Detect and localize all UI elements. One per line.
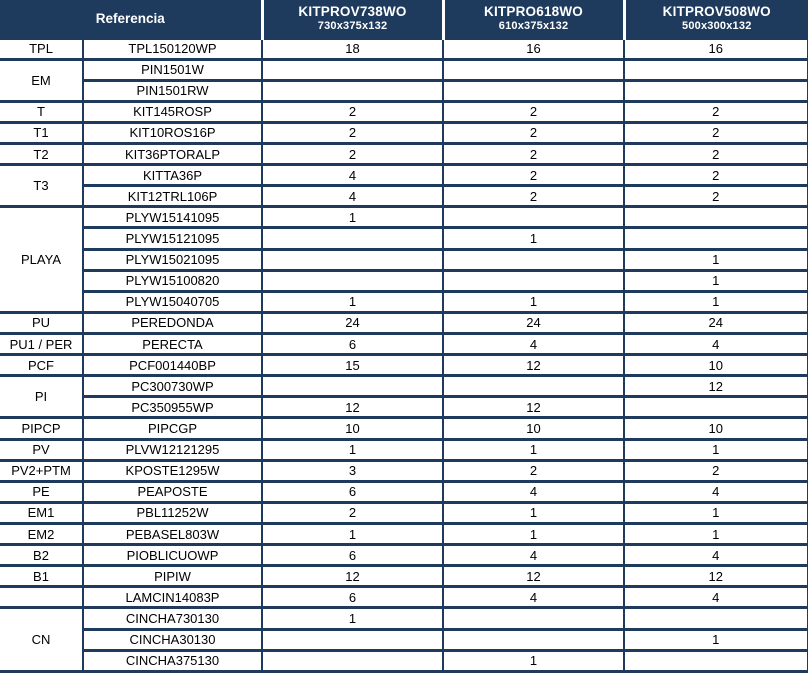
table-row [0,228,808,249]
quantity-cell: 1 [624,291,808,312]
quantity-cell: 1 [262,291,443,312]
quantity-cell [262,270,443,291]
quantity-cell [262,80,443,101]
quantity-cell [624,80,808,101]
quantity-cell: 18 [262,38,443,59]
quantity-cell: 2 [624,186,808,207]
quantity-cell: 12 [624,376,808,397]
reference-cell: PLYW15121095 [83,228,262,249]
reference-cell: PIPCGP [83,418,262,439]
quantity-cell: 1 [262,524,443,545]
category-cell: T3 [0,165,83,207]
quantity-cell [624,397,808,418]
table-row [0,207,808,228]
reference-cell: PEREDONDA [83,312,262,333]
quantity-cell [262,249,443,270]
category-cell: PU [0,312,83,333]
quantity-cell [262,59,443,80]
referencia-label: Referencia [95,10,165,26]
table-row [0,502,808,523]
table-row [0,587,808,608]
quantity-cell: 1 [443,439,624,460]
reference-cell: PIN1501RW [83,80,262,101]
reference-cell: PEBASEL803W [83,524,262,545]
quantity-cell: 4 [443,334,624,355]
category-cell: EM2 [0,524,83,545]
table-row [0,312,808,333]
quantity-cell: 3 [262,460,443,481]
category-cell: PI [0,376,83,418]
quantity-cell: 10 [624,418,808,439]
quantity-cell: 2 [443,165,624,186]
reference-cell: PCF001440BP [83,355,262,376]
quantity-cell: 2 [624,460,808,481]
category-cell: B2 [0,545,83,566]
quantity-cell: 4 [624,334,808,355]
quantity-cell [262,629,443,650]
quantity-cell [443,249,624,270]
quantity-cell [443,207,624,228]
quantity-cell: 2 [443,101,624,122]
quantity-cell: 1 [262,439,443,460]
table-row [0,355,808,376]
reference-cell: PLYW15141095 [83,207,262,228]
quantity-cell: 2 [624,144,808,165]
quantity-cell: 12 [443,566,624,587]
product-name: KITPRO618WO [484,4,583,20]
quantity-cell: 16 [443,38,624,59]
category-cell: PIPCP [0,418,83,439]
category-cell: CN [0,608,83,672]
quantity-cell: 4 [624,545,808,566]
quantity-cell [443,270,624,291]
quantity-cell: 1 [262,207,443,228]
quantity-cell: 1 [624,629,808,650]
category-cell: T [0,101,83,122]
reference-cell: PERECTA [83,334,262,355]
quantity-cell [443,608,624,629]
product-size: 610x375x132 [498,20,569,33]
table-row [0,38,808,59]
reference-cell: PC300730WP [83,376,262,397]
quantity-cell: 10 [624,355,808,376]
category-cell: T2 [0,144,83,165]
table-row [0,439,808,460]
table-row [0,650,808,671]
quantity-cell: 6 [262,587,443,608]
quantity-cell: 2 [262,122,443,143]
quantity-cell: 1 [443,228,624,249]
table-row [0,460,808,481]
quantity-cell: 2 [443,186,624,207]
table-row [0,418,808,439]
category-cell: B1 [0,566,83,587]
quantity-cell: 2 [443,460,624,481]
quantity-cell: 2 [262,502,443,523]
table-row [0,122,808,143]
reference-cell: PIOBLICUOWP [83,545,262,566]
quantity-cell: 2 [443,122,624,143]
reference-cell: PBL11252W [83,502,262,523]
quantity-cell: 1 [624,502,808,523]
table-row [0,165,808,186]
quantity-cell [624,228,808,249]
quantity-cell [262,650,443,671]
quantity-cell [624,207,808,228]
category-cell: PV [0,439,83,460]
quantity-cell [443,629,624,650]
reference-cell: LAMCIN14083P [83,587,262,608]
quantity-cell: 4 [624,481,808,502]
table-row [0,249,808,270]
reference-cell: KIT12TRL106P [83,186,262,207]
table-row [0,59,808,80]
category-cell: EM1 [0,502,83,523]
product-header-kitprov508wo [624,0,808,38]
quantity-cell [262,228,443,249]
quantity-cell: 4 [624,587,808,608]
category-cell: PLAYA [0,207,83,313]
quantity-cell: 2 [262,144,443,165]
quantity-cell: 1 [624,439,808,460]
quantity-cell: 1 [443,524,624,545]
quantity-cell: 4 [262,186,443,207]
reference-cell: KPOSTE1295W [83,460,262,481]
quantity-cell: 24 [624,312,808,333]
table-row [0,144,808,165]
quantity-cell: 1 [443,502,624,523]
reference-cell: CINCHA375130 [83,650,262,671]
quantity-cell: 12 [262,566,443,587]
table-row [0,334,808,355]
quantity-cell: 12 [443,397,624,418]
product-size: 500x300x132 [682,20,752,33]
table-row [0,629,808,650]
quantity-cell: 2 [262,101,443,122]
quantity-cell: 15 [262,355,443,376]
reference-cell: KIT36PTORALP [83,144,262,165]
quantity-cell: 1 [624,524,808,545]
quantity-cell [262,376,443,397]
reference-cell: PIPIW [83,566,262,587]
quantity-cell: 2 [624,165,808,186]
quantity-cell: 4 [262,165,443,186]
table-row [0,270,808,291]
quantity-cell: 6 [262,545,443,566]
table-row [0,545,808,566]
table-header [0,0,808,38]
category-cell: T1 [0,122,83,143]
quantity-cell [624,650,808,671]
table-row [0,186,808,207]
product-header-kitprov738wo [262,0,443,38]
quantity-cell: 4 [443,587,624,608]
quantity-cell: 10 [262,418,443,439]
product-name: KITPROV738WO [298,4,407,20]
quantity-cell: 1 [443,291,624,312]
table-row [0,101,808,122]
table-row [0,608,808,629]
table-row [0,376,808,397]
reference-cell: PEAPOSTE [83,481,262,502]
table-row [0,566,808,587]
category-cell: PV2+PTM [0,460,83,481]
quantity-cell [443,376,624,397]
quantity-cell: 2 [624,122,808,143]
category-cell: PU1 / PER [0,334,83,355]
quantity-cell [624,608,808,629]
table-row [0,291,808,312]
reference-cell: PC350955WP [83,397,262,418]
quantity-cell: 1 [262,608,443,629]
quantity-cell: 4 [443,481,624,502]
reference-cell: KIT10ROS16P [83,122,262,143]
quantity-cell: 2 [443,144,624,165]
quantity-cell: 1 [443,650,624,671]
table-row [0,524,808,545]
quantity-cell: 16 [624,38,808,59]
header-row [0,0,808,38]
quantity-cell: 12 [262,397,443,418]
quantity-cell: 10 [443,418,624,439]
quantity-cell: 24 [443,312,624,333]
table-row [0,397,808,418]
quantity-cell [443,80,624,101]
quantity-cell: 12 [443,355,624,376]
quantity-cell: 1 [624,249,808,270]
product-size: 730x375x132 [317,20,388,33]
quantity-cell [443,59,624,80]
quantity-cell [624,59,808,80]
reference-cell: CINCHA730130 [83,608,262,629]
table-row [0,481,808,502]
reference-cell: PLYW15021095 [83,249,262,270]
reference-cell: PIN1501W [83,59,262,80]
reference-cell: PLYW15040705 [83,291,262,312]
reference-cell: KITTA36P [83,165,262,186]
reference-cell: TPL150120WP [83,38,262,59]
category-cell [0,587,83,608]
category-cell: EM [0,59,83,101]
referencia-header-cell [0,0,262,38]
quantity-cell: 4 [443,545,624,566]
category-cell: TPL [0,38,83,59]
quantity-cell: 24 [262,312,443,333]
quantity-cell: 6 [262,481,443,502]
product-name: KITPROV508WO [662,4,771,20]
category-cell: PCF [0,355,83,376]
reference-cell: KIT145ROSP [83,101,262,122]
quantity-cell: 6 [262,334,443,355]
reference-cell: CINCHA30130 [83,629,262,650]
quantity-cell: 2 [624,101,808,122]
quantity-cell: 12 [624,566,808,587]
quantity-cell: 1 [624,270,808,291]
category-cell: PE [0,481,83,502]
table-body [0,38,808,672]
reference-cell: PLVW12121295 [83,439,262,460]
reference-cell: PLYW15100820 [83,270,262,291]
table-row [0,80,808,101]
product-header-kitpro618wo [443,0,624,38]
